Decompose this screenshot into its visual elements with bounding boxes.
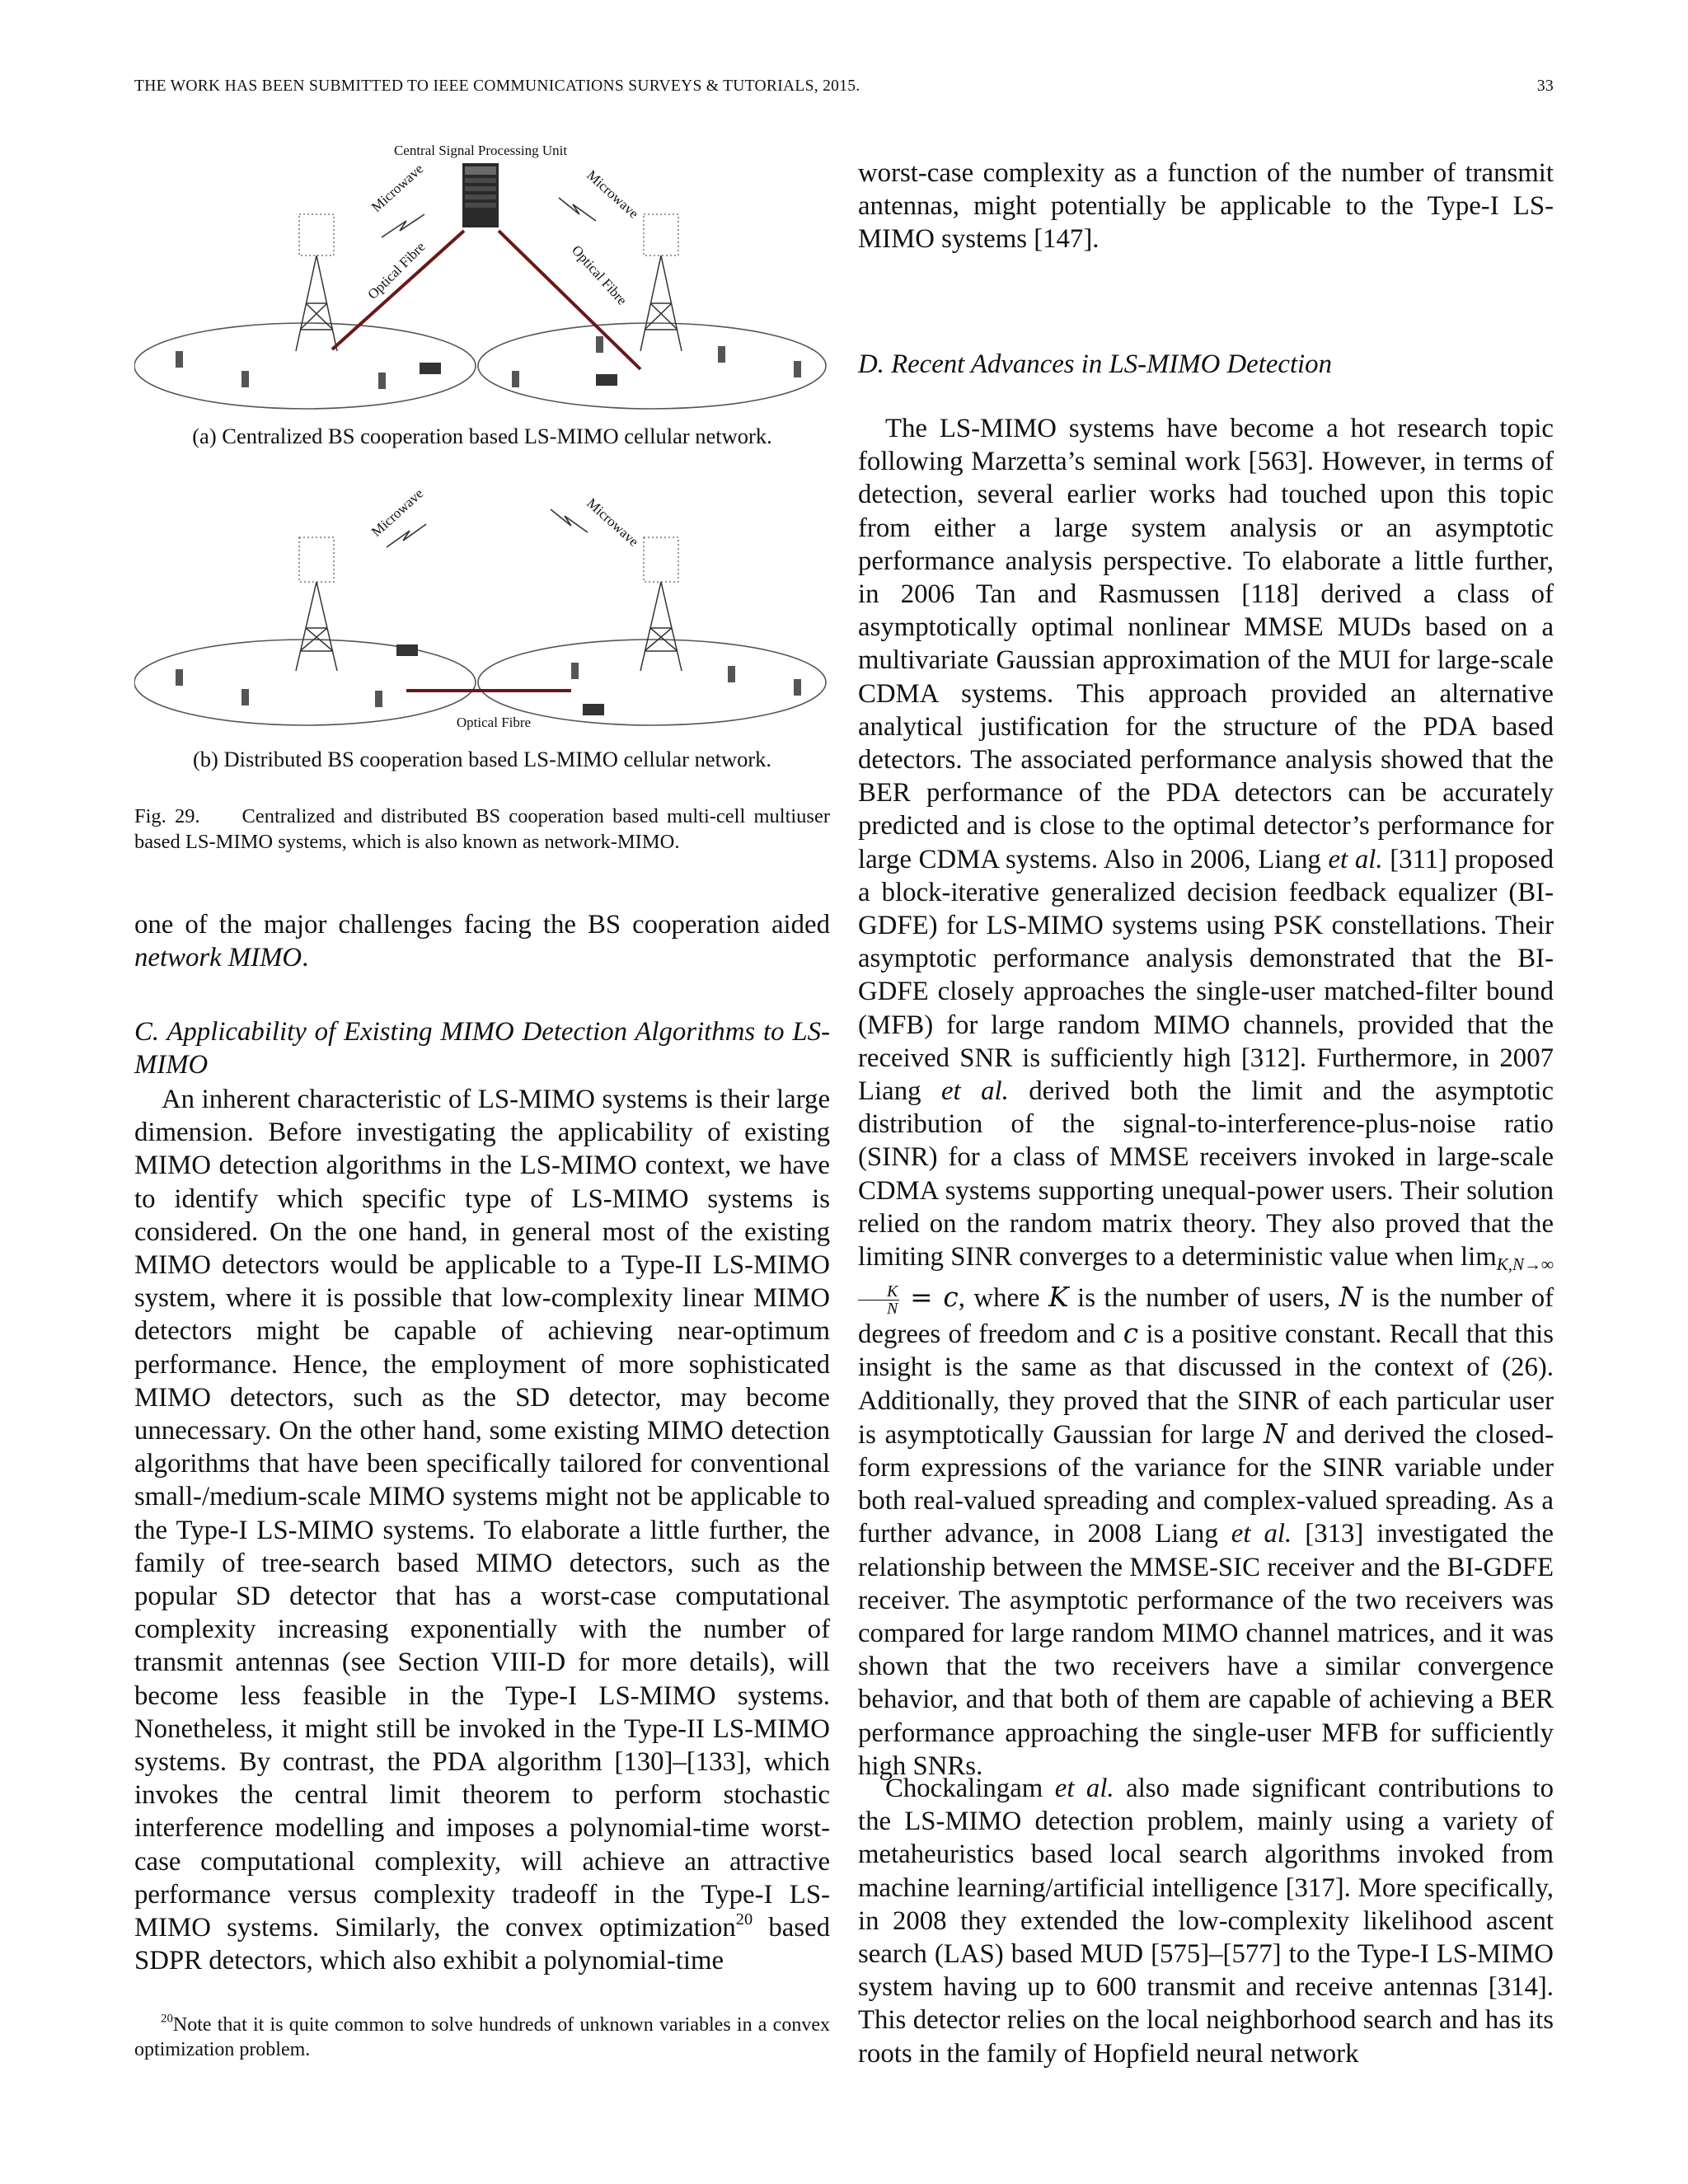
cpu-label: Central Signal Processing Unit (393, 143, 568, 158)
microwave-bolt-right (551, 509, 588, 532)
mobile-phone-icon (794, 361, 801, 377)
laptop-icon (420, 363, 441, 374)
label-fibre-right: Optical Fibre (569, 241, 631, 308)
microwave-bolt-right (559, 198, 596, 221)
figure-caption-text: Centralized and distributed BS cooperation based multi-cell multiuser based LS-MIMO systems, which is also known as network-MIMO. (134, 805, 831, 853)
mobile-phone-icon (176, 351, 183, 368)
bs-tower-icon (640, 214, 682, 351)
journal-title: THE WORK HAS BEEN SUBMITTED TO IEEE COMMUNICATIONS SURVEYS & TUTORIALS, 2015. (134, 77, 860, 95)
label-fibre: Optical Fibre (456, 715, 532, 730)
section-d-heading: D. Recent Advances in LS-MIMO Detection (858, 349, 1332, 379)
limit-equation: $\lim_{K,N\to\infty}$ $\frac{K}{N}$ = c (858, 1242, 1554, 1313)
cell-ellipse-right (478, 323, 826, 409)
mobile-phone-icon (718, 346, 725, 363)
section-d-paragraph-2: Chockalingam et al. also made significant contributions to the LS-MIMO detection problem, mainly using a variety of metaheuristics based local search algorithms invoked from machine learning/artificial intelligence [317]. More specifically, in 2008 they extended the low-complexity likelihood ascent search (LAS) based MUD [575]–[577] to the Type-I LS-MIMO system having up to 600 transmit and receive antennas [314]. This detector relies on the local neighborhood search and has its roots in the family of Hopfield neural network (858, 1774, 1554, 2069)
footnote-mark: 20 (161, 2012, 173, 2026)
paragraph-continuation: one of the major challenges facing the BS cooperation aided network MIMO. (134, 910, 830, 973)
microwave-bolt-left (382, 214, 424, 237)
mobile-phone-icon (176, 669, 183, 686)
cell-ellipse-left (134, 640, 476, 725)
mobile-phone-icon (571, 663, 579, 679)
caption-panel-b: (b) Distributed BS cooperation based LS-MIMO cellular network. (192, 747, 772, 771)
footnote (134, 2013, 830, 2062)
label-fibre-left: Optical Fibre (364, 238, 429, 302)
bs-tower-icon (640, 537, 682, 671)
footnote-reference: 20 (735, 1910, 753, 1929)
mobile-phone-icon (596, 336, 603, 353)
label-microwave-left: Microwave (368, 485, 427, 540)
caption-panel-a: (a) Centralized BS cooperation based LS-MIMO cellular network. (192, 424, 772, 448)
section-c-body: An inherent characteristic of LS-MIMO systems is their large dimension. Before investigating the applicability of existing MIMO detection algorithms in the LS-MIMO context, we have to identify which specific type of LS-MIMO systems is considered. On the one hand, in general most of the existing MIMO detectors would be applicable to a Type-II LS-MIMO system, where it is possible that low-complexity linear MIMO detectors might be capable of achieving near-optimum performance. Hence, the employment of more sophisticated MIMO detectors, such as the SD detector, may become unnecessary. On the other hand, some existing MIMO detection algorithms that have been specifically tailored for conventional small-/medium-scale MIMO systems might not be applicable to the Type-I LS-MIMO systems. To elaborate a little further, the family of tree-search based MIMO detectors, such as the popular SD detector that has a worst-case computational complexity increasing exponentially with the number of transmit antennas (see Section VIII-D for more details), will become less feasible in the Type-I LS-MIMO systems. Nonetheless, it might still be invoked in the Type-II LS-MIMO systems. By contrast, the PDA algorithm [130]–[133], which invokes the central limit theorem to perform stochastic interference modelling and imposes a polynomial-time worst-case computational complexity, will achieve an attractive performance versus complexity tradeoff in the Type-I LS-MIMO systems. Similarly, the convex optimization$^{20}$ based SDPR detectors, which also exhibit a polynomial-time (134, 1085, 830, 1976)
laptop-icon (583, 704, 604, 715)
section-c-heading: C. Applicability of Existing MIMO Detection Algorithms to LS-MIMO (134, 1017, 830, 1080)
emphasis: network MIMO (134, 943, 302, 973)
laptop-icon (596, 374, 617, 386)
section-d-paragraph-1: The LS-MIMO systems have become a hot research topic following Marzetta’s seminal work [563]. However, in terms of detection, several earlier works had touched upon this topic from either a large system analysis or an asymptotic performance analysis perspective. To elaborate a little further, in 2006 Tan and Rasmussen [118] derived a class of asymptotically optimal nonlinear MMSE MUDs based on a multivariate Gaussian approximation of the MUI for large-scale CDMA systems. This approach provided an alternative analytical justification for the structure of the PDA based detectors. The associated performance analysis showed that the BER performance of the PDA detectors can be accurately predicted and is close to the optimal detector’s performance for large CDMA systems. Also in 2006, Liang et al. [311] proposed a block-iterative generalized decision feedback equalizer (BI-GDFE) for LS-MIMO systems using PSK constellations. Their asymptotic performance analysis demonstrated that the BI-GDFE closely approaches the single-user matched-filter bound (MFB) for large random MIMO channels, provided that the received SNR is sufficiently high [312]. Furthermore, in 2007 Liang et al. derived both the limit and the asymptotic distribution of the signal-to-interference-plus-noise ratio (SINR) for a class of MMSE receivers invoked in large-scale CDMA systems supporting unequal-power users. Their solution relied on the random matrix theory. They also proved that the limiting SINR converges to a deterministic value when $\lim_{K,N\to\infty}$ $\frac{K}{N}$ = c, where K is the number of users, N is the number of degrees of freedom and c is a positive constant. Recall that this insight is the same as that discussed in the context of (26). Additionally, they proved that the SINR of each particular user is asymptotically Gaussian for large N and derived the closed-form expressions of the variance for the SINR variable under both real-valued spreading and complex-valued spreading. As a further advance, in 2008 Liang et al. [313] investigated the relationship between the MMSE-SIC receiver and the BI-GDFE receiver. The asymptotic performance of the two receivers was compared for large random MIMO channel matrices, and it was shown that the two receivers have a similar convergence behavior, and that both of them are capable of achieving a BER performance approaching the single-user MFB for sufficiently high SNRs. (858, 414, 1554, 1781)
bs-tower-icon (296, 214, 337, 351)
running-header (134, 77, 1554, 102)
microwave-bolt-left (387, 524, 426, 547)
label-microwave-right: Microwave (584, 166, 642, 222)
mobile-phone-icon (241, 689, 249, 705)
laptop-icon (396, 644, 418, 656)
page-number: 33 (1536, 77, 1554, 95)
cell-ellipse-right (478, 640, 826, 725)
mobile-phone-icon (241, 371, 249, 387)
figure-caption (134, 804, 830, 855)
label-microwave-right: Microwave (584, 494, 642, 550)
figure-panel-a (134, 138, 830, 427)
paragraph-continuation: worst-case complexity as a function of the number of transmit antennas, might potentially be applicable to the Type-I LS-MIMO systems [147]. (858, 158, 1554, 255)
bs-tower-icon (296, 537, 337, 671)
mobile-phone-icon (378, 373, 386, 389)
mobile-phone-icon (375, 691, 382, 707)
mobile-phone-icon (794, 679, 801, 696)
mobile-phone-icon (512, 371, 519, 387)
figure-panel-b (134, 481, 830, 737)
label-microwave-left: Microwave (368, 161, 427, 215)
footnote-text: Note that it is quite common to solve hundreds of unknown variables in a convex optimization problem. (134, 2014, 830, 2060)
mobile-phone-icon (728, 666, 735, 682)
cpu-cabinet-icon (462, 163, 499, 227)
figure-label: Fig. 29. (134, 805, 200, 827)
fibre-line-left (332, 231, 464, 349)
